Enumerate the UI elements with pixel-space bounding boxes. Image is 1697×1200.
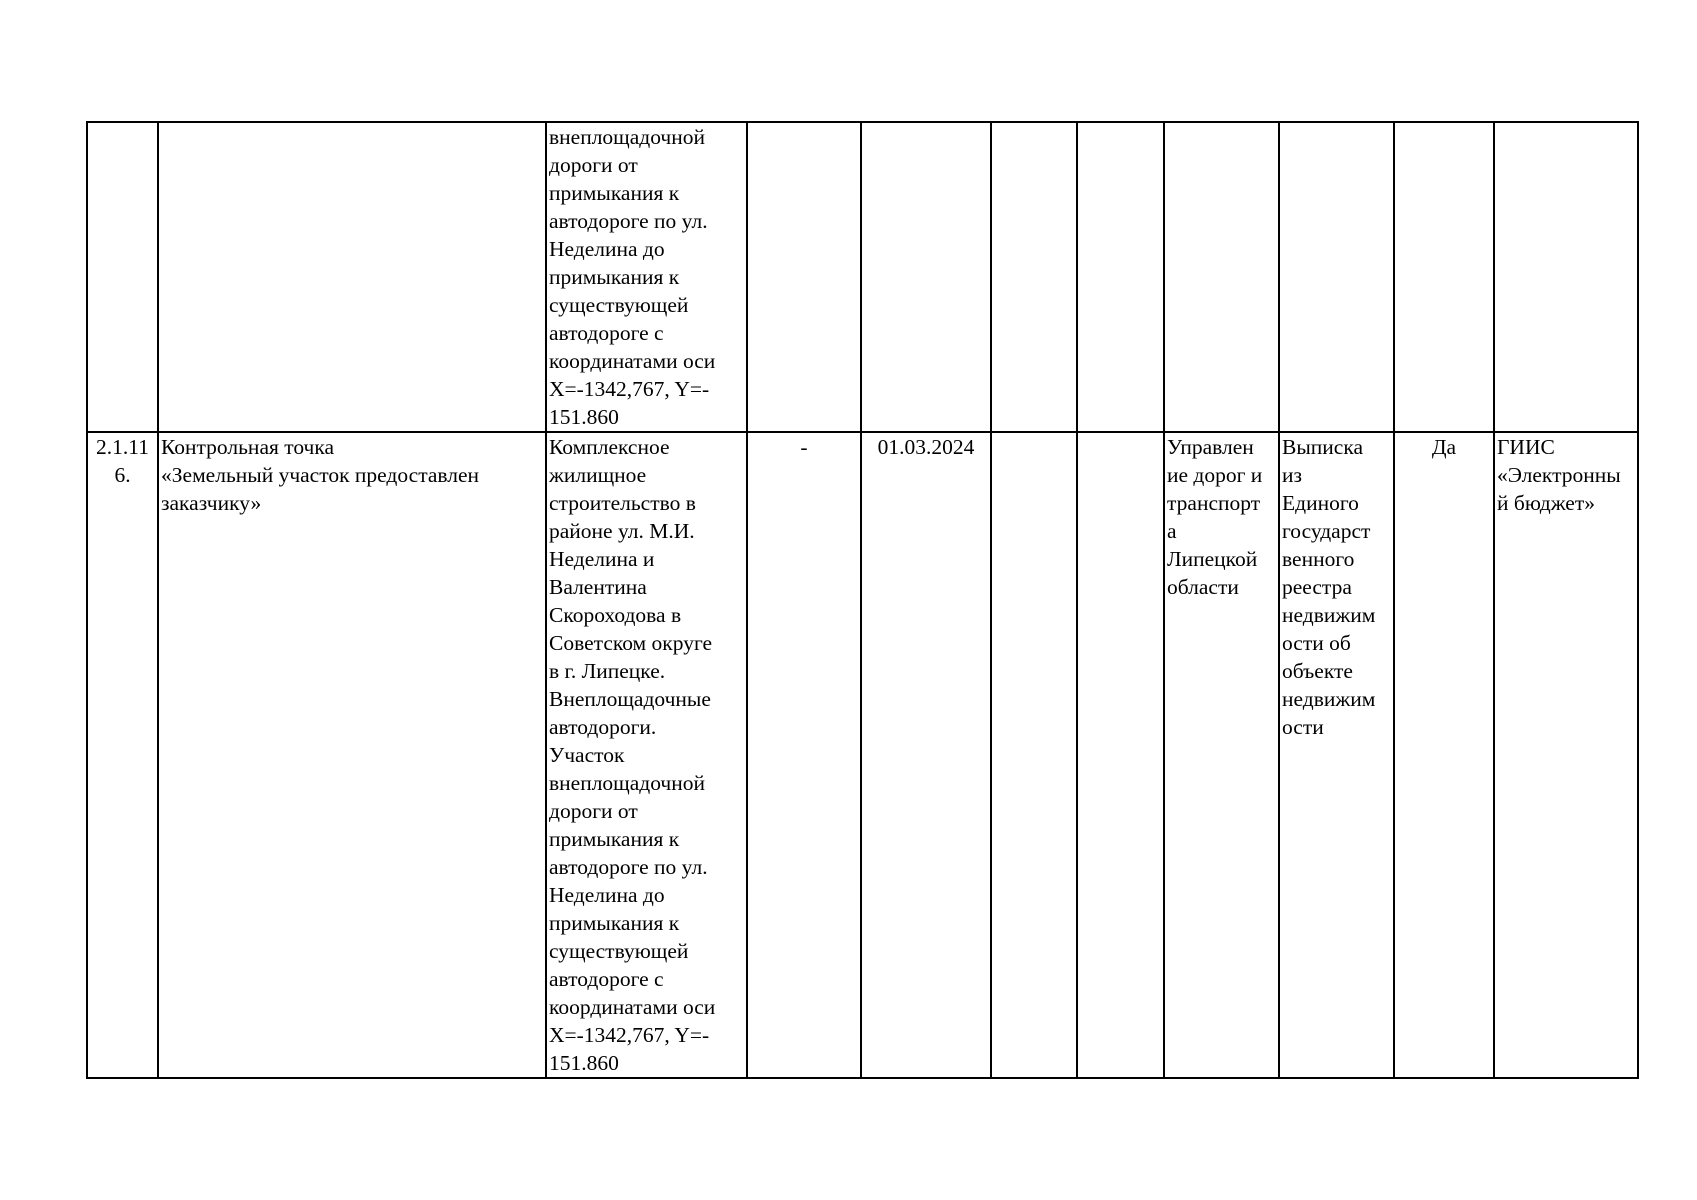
column-4-cell: - bbox=[747, 432, 861, 1078]
row-number-cell bbox=[87, 122, 158, 432]
name-cell: Контрольная точка «Земельный участок предоставлен заказчику» bbox=[158, 432, 546, 1078]
table-row bbox=[87, 122, 1638, 432]
responsible-cell: Управлен ие дорог и транспорт а Липецкой области bbox=[1164, 432, 1279, 1078]
flag-cell: Да bbox=[1394, 432, 1494, 1078]
column-7-cell bbox=[1077, 122, 1164, 432]
responsible-cell bbox=[1164, 122, 1279, 432]
document-type-cell bbox=[1279, 122, 1394, 432]
object-description-cell: внеплощадочной дороги от примыкания к автодороге по ул. Неделина до примыкания к существующей автодороге с координатами оси X=-1342,767, Y=- 151.860 bbox=[546, 122, 747, 432]
flag-cell bbox=[1394, 122, 1494, 432]
row-number-cell: 2.1.11 6. bbox=[87, 432, 158, 1078]
table-row bbox=[87, 432, 1638, 1078]
column-4-cell bbox=[747, 122, 861, 432]
date-cell bbox=[861, 122, 991, 432]
column-6-cell bbox=[991, 122, 1077, 432]
system-cell bbox=[1494, 122, 1638, 432]
document-type-cell: Выписка из Единого государст венного реестра недвижим ости об объекте недвижим ости bbox=[1279, 432, 1394, 1078]
column-6-cell bbox=[991, 432, 1077, 1078]
column-7-cell bbox=[1077, 432, 1164, 1078]
name-cell bbox=[158, 122, 546, 432]
document-table bbox=[86, 121, 1639, 1079]
system-cell: ГИИС «Электронны й бюджет» bbox=[1494, 432, 1638, 1078]
object-description-cell: Комплексное жилищное строительство в районе ул. М.И. Неделина и Валентина Скороходова в Советском округе в г. Липецке. Внеплощадочные автодороги. Участок внеплощадочной дороги от примыкания к автодороге по ул. Неделина до примыкания к существующей автодороге с координатами оси X=-1342,767, Y=- 151.860 bbox=[546, 432, 747, 1078]
date-cell: 01.03.2024 bbox=[861, 432, 991, 1078]
